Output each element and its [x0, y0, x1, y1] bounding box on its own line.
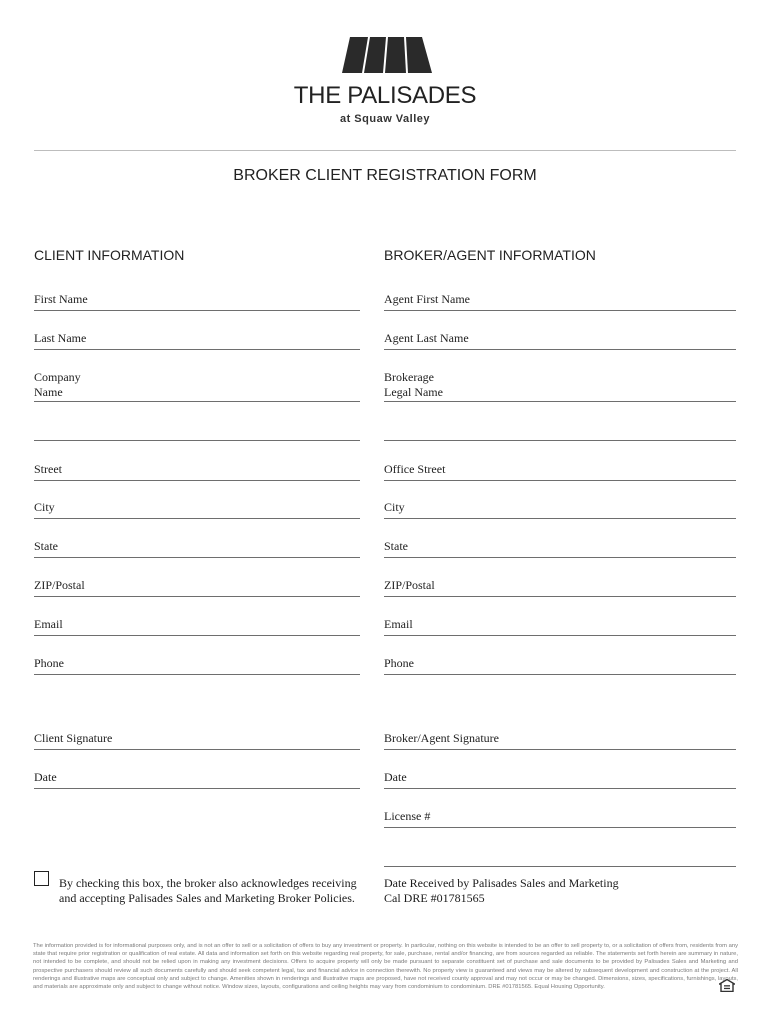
client-company-extra-line[interactable] [34, 440, 360, 441]
client-street-field[interactable]: Street [34, 462, 360, 481]
date-received-block [384, 876, 736, 905]
client-signature-field[interactable]: Client Signature [34, 731, 360, 750]
broker-email-field[interactable]: Email [384, 617, 736, 636]
broker-signature-field[interactable]: Broker/Agent Signature [384, 731, 736, 750]
client-last-name-field[interactable]: Last Name [34, 331, 360, 350]
client-email-field[interactable]: Email [34, 617, 360, 636]
broker-state-field[interactable]: State [384, 539, 736, 558]
client-section-heading: CLIENT INFORMATION [34, 247, 185, 263]
brand-name: THE PALISADES [293, 82, 477, 109]
broker-phone-field[interactable]: Phone [384, 656, 736, 675]
office-street-field[interactable]: Office Street [384, 462, 736, 481]
client-phone-field[interactable]: Phone [34, 656, 360, 675]
equal-housing-opportunity-icon [719, 979, 735, 992]
client-state-field[interactable]: State [34, 539, 360, 558]
brokerage-legal-name-field[interactable]: Brokerage Legal Name [384, 370, 736, 402]
date-received-label: Date Received by Palisades Sales and Marketing [384, 876, 619, 890]
client-company-name-field[interactable]: Company Name [34, 370, 360, 402]
agent-last-name-field[interactable]: Agent Last Name [384, 331, 736, 350]
broker-policies-checkbox[interactable] [34, 871, 49, 886]
brokerage-extra-line[interactable] [384, 440, 736, 441]
broker-date-field[interactable]: Date [384, 770, 736, 789]
date-received-line[interactable] [384, 866, 736, 867]
license-number-field[interactable]: License # [384, 809, 736, 828]
palisades-logo [342, 37, 432, 73]
agent-first-name-field[interactable]: Agent First Name [384, 292, 736, 311]
broker-section-heading: BROKER/AGENT INFORMATION [384, 247, 596, 263]
broker-zip-field[interactable]: ZIP/Postal [384, 578, 736, 597]
form-title: BROKER CLIENT REGISTRATION FORM [233, 167, 537, 184]
broker-policies-label: By checking this box, the broker also acknowledges receiving and accepting Palisades Sales and Marketing Broker Policies. [59, 876, 357, 905]
brand-subtitle: at Squaw Valley [339, 113, 431, 125]
broker-city-field[interactable]: City [384, 500, 736, 519]
client-city-field[interactable]: City [34, 500, 360, 519]
client-zip-field[interactable]: ZIP/Postal [34, 578, 360, 597]
client-first-name-field[interactable]: First Name [34, 292, 360, 311]
dre-number: Cal DRE #01781565 [384, 890, 485, 905]
legal-disclaimer: The information provided is for informational purposes only, and is not an offer to sell or a solicitation of offers to buy any investment or property. In particular, nothing on this website is intended to be an offer to sell property to, or a solicitation of offers from, residents from any state that require prior registration or qualification of real estate. All data and information set forth on this website regarding real property, for sale, purchase, rental and/or financing, are from sources regarded as reliable. The statements set forth herein are summary in nature, not intended to be complete, and should not be relied upon in making any investment decisions. Offers to acquire property will only be made pursuant to separate constituent set of purchase and sale documents to be provided by Palisades Sales and Marketing and prospective purchasers should review all such documents carefully and should seek competent legal, tax and financial advice in connection therewith. No property view is guaranteed and views may be altered by subsequent development and construction at the project. All renderings and illustrative maps are conceptual only and subject to change. Amenities shown in renderings and illustrative maps are proposed, have not received county approval and may not occur or may be changed. Dimensions, sizes, specifications, furnishings, layouts, and materials are approximate only and subject to change without notice. Window sizes, layouts, configurations and ceiling heights may vary from condominium to condominium. DRE #01781565. Equal Housing Opportunity. [33, 943, 738, 991]
client-date-field[interactable]: Date [34, 770, 360, 789]
header-divider [34, 150, 736, 151]
